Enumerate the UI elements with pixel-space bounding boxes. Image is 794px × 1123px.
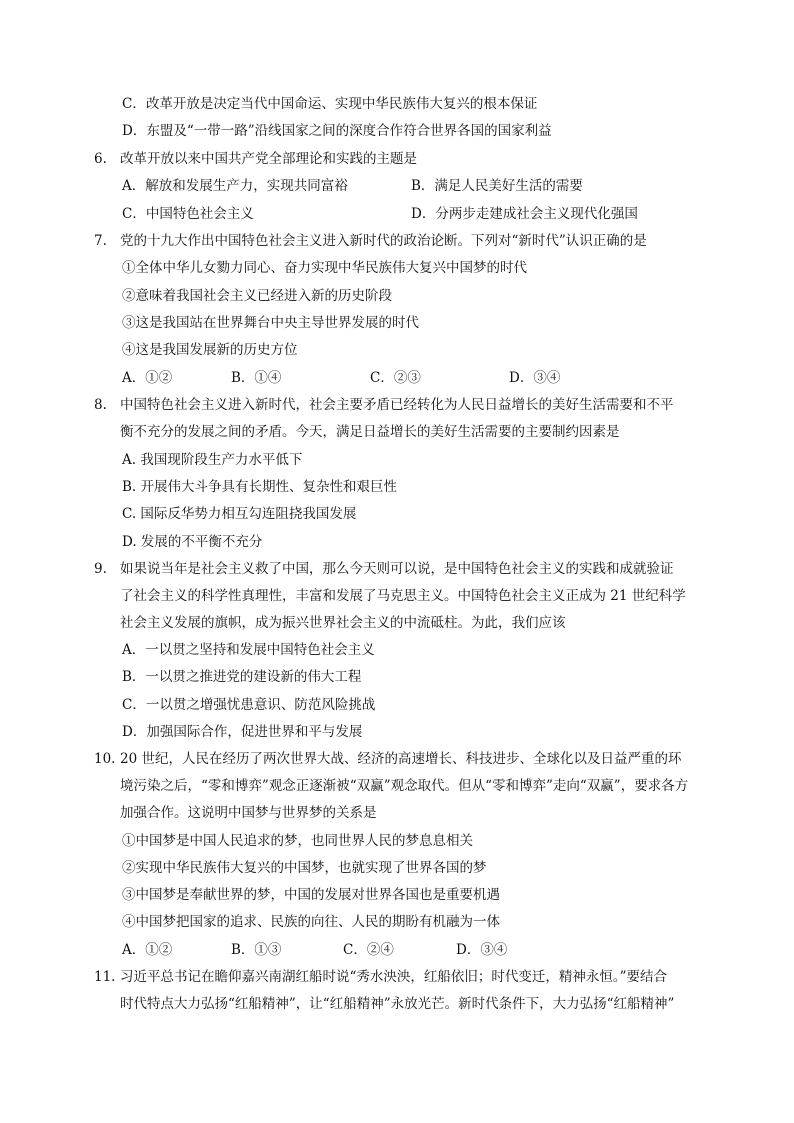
q10-option-b: B．①③ [231,942,282,958]
q8-option-c: C. 国际反华势力相互勾连阻挠我国发展 [122,506,357,522]
q5-option-c: C．改革开放是决定当代中国命运、实现中华民族伟大复兴的根本保证 [122,96,538,112]
q8-number: 8. [94,397,107,413]
q11-stem-line-2: 时代特点大力弘扬“红船精神”，让“红船精神”永放光芒。新时代条件下，大力弘扬“红船精神” [120,996,675,1012]
q7-stem: 党的十九大作出中国特色社会主义进入新时代的政治论断。下列对“新时代”认识正确的是 [120,233,647,249]
q8-stem-line-1: 中国特色社会主义进入新时代，社会主要矛盾已经转化为人民日益增长的美好生活需要和不平 [120,397,674,413]
q7-option-a: A．①② [122,370,173,386]
q8-option-d: D. 发展的不平衡不充分 [122,534,263,550]
q8-stem-line-2: 衡不充分的发展之间的矛盾。今天，满足日益增长的美好生活需要的主要制约因素是 [120,424,620,440]
q10-statement-2: ②实现中华民族伟大复兴的中国梦，也就实现了世界各国的梦 [122,860,487,876]
q6-option-b: B．满足人民美好生活的需要 [411,178,583,194]
q7-statement-1: ①全体中华儿女勠力同心、奋力实现中华民族伟大复兴中国梦的时代 [122,260,527,276]
q7-option-d: D．③④ [509,370,561,386]
q9-stem-line-1: 如果说当年是社会主义救了中国，那么今天则可以说，是中国特色社会主义的实践和成就验证 [120,561,674,577]
q11-stem-line-1: 习近平总书记在瞻仰嘉兴南湖红船时说“秀水泱泱，红船依旧；时代变迁，精神永恒。”要结合 [120,969,668,985]
q10-option-d: D．③④ [456,942,508,958]
q9-stem-line-3: 社会主义发展的旗帜，成为振兴世界社会主义的中流砥柱。为此，我们应该 [120,615,566,631]
q7-number: 7. [94,233,107,249]
q7-option-c: C．②③ [370,370,421,386]
q6-option-d: D．分两步走建成社会主义现代化强国 [411,206,638,222]
q10-option-c: C．②④ [343,942,394,958]
q10-stem-line-3: 加强合作。这说明中国梦与世界梦的关系是 [120,805,377,821]
q7-statement-2: ②意味着我国社会主义已经进入新的历史阶段 [122,288,392,304]
q7-statement-3: ③这是我国站在世界舞台中央主导世界发展的时代 [122,315,419,331]
q10-stem-line-2: 境污染之后，“零和博弈”观念正逐渐被“双赢”观念取代。但从“零和博弈”走向“双赢”，要求各方 [120,778,689,794]
q6-option-a: A．解放和发展生产力，实现共同富裕 [122,178,348,194]
q9-stem-line-2: 了社会主义的科学性真理性，丰富和发展了马克思主义。中国特色社会主义正成为 21 世纪科学 [120,588,686,604]
q6-stem: 改革开放以来中国共产党全部理论和实践的主题是 [120,151,417,167]
q11-number: 11. [94,969,116,985]
q9-option-b: B．一以贯之推进党的建设新的伟大工程 [122,669,362,685]
q7-option-b: B．①④ [231,370,282,386]
q10-stem-line-1: 20 世纪，人民在经历了两次世界大战、经济的高速增长、科技进步、全球化以及日益严重的环 [120,751,682,767]
q9-option-a: A．一以贯之坚持和发展中国特色社会主义 [122,642,375,658]
q5-option-d: D．东盟及“一带一路”沿线国家之间的深度合作符合世界各国的国家利益 [122,123,552,139]
q9-number: 9. [94,561,107,577]
q10-option-a: A．①② [122,942,173,958]
q7-statement-4: ④这是我国发展新的历史方位 [122,342,298,358]
q10-statement-4: ④中国梦把国家的追求、民族的向往、人民的期盼有机融为一体 [122,914,500,930]
q6-option-c: C．中国特色社会主义 [122,206,254,222]
q8-option-b: B. 开展伟大斗争具有长期性、复杂性和艰巨性 [122,479,398,495]
q6-number: 6. [94,151,107,167]
q9-option-d: D．加强国际合作，促进世界和平与发展 [122,724,363,740]
q10-statement-3: ③中国梦是奉献世界的梦，中国的发展对世界各国也是重要机遇 [122,887,500,903]
q10-number: 10. [94,751,116,767]
q10-statement-1: ①中国梦是中国人民追求的梦，也同世界人民的梦息息相关 [122,833,473,849]
q8-option-a: A. 我国现阶段生产力水平低下 [122,452,303,468]
q9-option-c: C．一以贯之增强忧患意识、防范风险挑战 [122,697,376,713]
